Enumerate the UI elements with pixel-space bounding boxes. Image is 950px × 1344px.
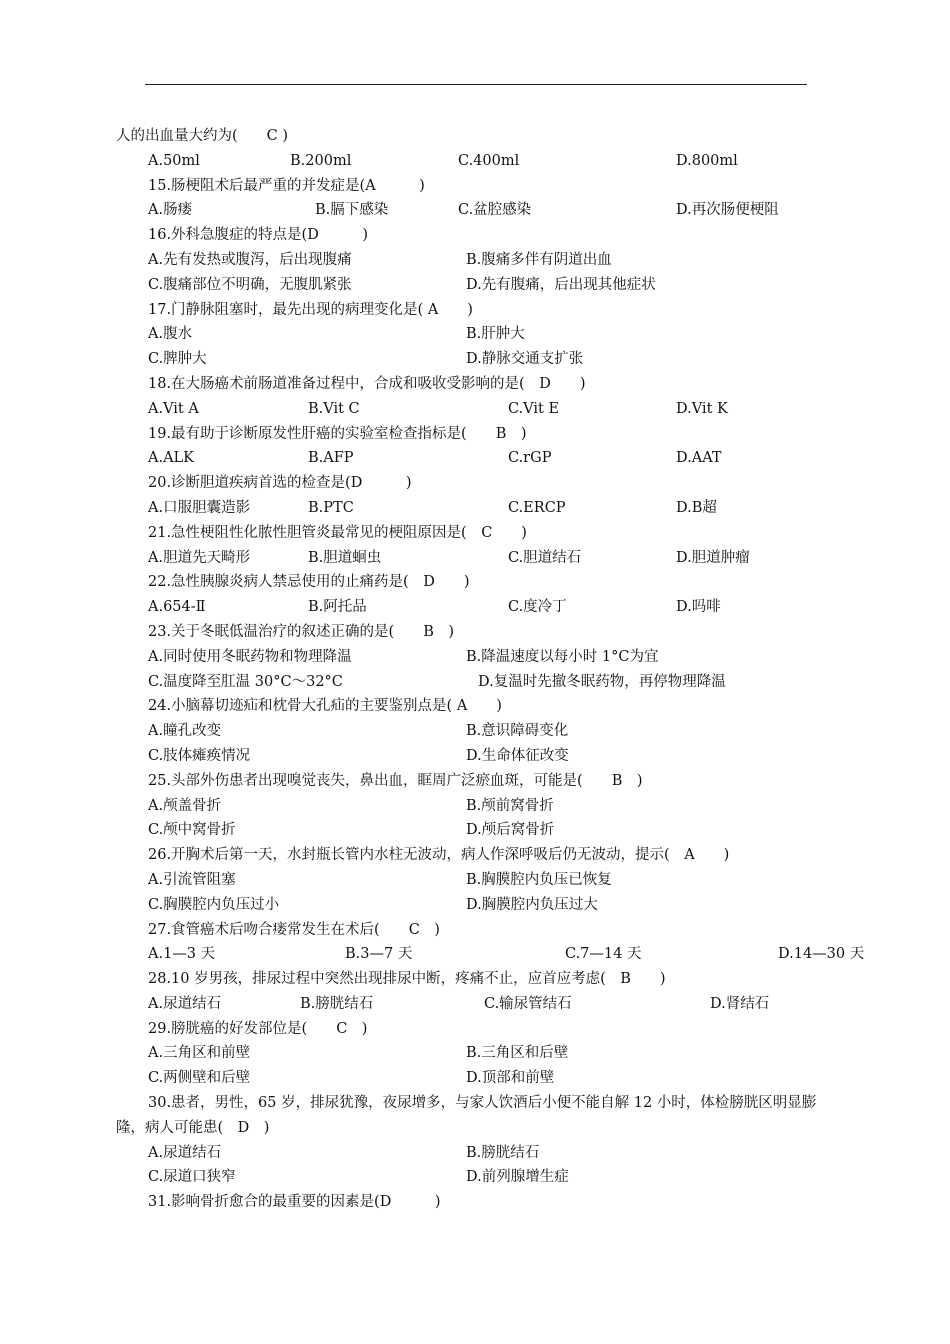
question-text: 24.小脑幕切迹疝和枕骨大孔疝的主要鉴别点是( A )	[148, 698, 502, 715]
option-text: D.顶部和前壁	[466, 1070, 555, 1087]
text-line	[0, 595, 950, 620]
question-text: 22.急性胰腺炎病人禁忌使用的止痛药是( D )	[148, 574, 470, 591]
text-line	[0, 1190, 950, 1215]
option-text: C.胆道结石	[508, 549, 582, 566]
text-line	[0, 298, 950, 323]
option-text: C.温度降至肛温 30°C～32°C	[148, 673, 343, 690]
text-line	[0, 422, 950, 447]
text-line	[0, 893, 950, 918]
option-text: A.尿道结石	[148, 995, 222, 1012]
option-text: C.腹痛部位不明确，无腹肌紧张	[148, 276, 352, 293]
text-line	[0, 1141, 950, 1166]
text-line	[0, 1066, 950, 1091]
question-text: 人的出血量大约为( C )	[116, 128, 289, 144]
option-text: D.胆道肿瘤	[676, 549, 750, 566]
option-text: C.Vit E	[508, 400, 560, 417]
option-text: C.ERCP	[508, 499, 566, 516]
text-line	[0, 868, 950, 893]
question-text: 25.头部外伤患者出现嗅觉丧失，鼻出血，眶周广泛瘀血斑，可能是( B )	[148, 772, 643, 789]
question-text: 23.关于冬眠低温治疗的叙述正确的是( B )	[148, 623, 455, 640]
option-text: A.ALK	[148, 450, 195, 467]
text-line	[0, 645, 950, 670]
document-body	[0, 124, 950, 1215]
option-text: B.膀胱结石	[466, 1144, 540, 1161]
option-text: C.7—14 天	[565, 946, 642, 963]
question-text: 27.食管癌术后吻合瘘常发生在术后( C )	[148, 921, 440, 938]
text-line	[0, 471, 950, 496]
text-line	[0, 496, 950, 521]
option-text: A.口服胆囊造影	[148, 499, 251, 516]
option-text: B.胸膜腔内负压已恢复	[466, 871, 612, 888]
question-text: 21.急性梗阻性化脓性胆管炎最常见的梗阻原因是( C )	[148, 524, 527, 541]
text-line	[0, 719, 950, 744]
option-text: D.静脉交通支扩张	[466, 351, 584, 368]
option-text: A.同时使用冬眠药物和物理降温	[148, 648, 352, 665]
option-text: D.颅后窝骨折	[466, 822, 555, 839]
option-text: B.AFP	[308, 450, 354, 467]
text-line	[0, 620, 950, 645]
option-text: C.脾肿大	[148, 351, 207, 368]
option-text: B.颅前窝骨折	[466, 797, 554, 814]
option-text: B.阿托品	[308, 599, 367, 616]
text-line	[0, 918, 950, 943]
question-text: 16.外科急腹症的特点是(D )	[148, 227, 368, 244]
option-text: B.PTC	[308, 499, 354, 516]
option-text: A.50ml	[148, 152, 200, 169]
option-text: D.再次肠便梗阻	[676, 202, 779, 219]
text-line	[0, 248, 950, 273]
option-text: A.瞳孔改变	[148, 723, 222, 740]
option-text: A.腹水	[148, 326, 193, 343]
text-line	[0, 942, 950, 967]
text-line	[0, 372, 950, 397]
option-text: B.胆道蛔虫	[308, 549, 382, 566]
question-text: 26.开胸术后第一天，水封瓶长管内水柱无波动，病人作深呼吸后仍无波动，提示( A )	[148, 847, 730, 864]
option-text: A.Vit A	[148, 400, 199, 417]
option-text: B.三角区和后壁	[466, 1045, 569, 1062]
option-text: D.吗啡	[676, 599, 721, 616]
text-line	[0, 570, 950, 595]
text-line	[0, 397, 950, 422]
option-text: D.生命体征改变	[466, 747, 569, 764]
text-line	[0, 546, 950, 571]
option-text: A.先有发热或腹泻，后出现腹痛	[148, 251, 352, 268]
text-line	[0, 694, 950, 719]
option-text: D.先有腹痛，后出现其他症状	[466, 276, 656, 293]
option-text: B.Vit C	[308, 400, 360, 417]
text-line	[0, 347, 950, 372]
option-text: A.胆道先天畸形	[148, 549, 251, 566]
option-text: D.800ml	[676, 152, 738, 169]
text-line	[0, 744, 950, 769]
option-text: D.B超	[676, 499, 717, 516]
text-line	[0, 967, 950, 992]
question-text: 29.膀胱癌的好发部位是( C )	[148, 1020, 368, 1037]
question-text: 隆，病人可能患( D )	[116, 1119, 270, 1136]
option-text: C.肢体瘫痪情况	[148, 747, 251, 764]
text-line	[0, 174, 950, 199]
option-text: D.AAT	[676, 450, 722, 467]
text-line	[0, 124, 950, 149]
option-text: C.颅中窝骨折	[148, 822, 236, 839]
option-text: B.200ml	[290, 152, 352, 169]
option-text: C.400ml	[458, 152, 520, 169]
text-line	[0, 818, 950, 843]
option-text: C.两侧壁和后壁	[148, 1070, 251, 1087]
option-text: C.尿道口狭窄	[148, 1169, 236, 1186]
header-rule	[145, 84, 807, 85]
text-line	[0, 223, 950, 248]
option-text: C.输尿管结石	[484, 995, 572, 1012]
option-text: A.654-Ⅱ	[148, 599, 206, 616]
text-line	[0, 149, 950, 174]
option-text: C.rGP	[508, 450, 552, 467]
option-text: B.降温速度以每小时 1°C为宜	[466, 648, 659, 665]
text-line	[0, 1017, 950, 1042]
text-line	[0, 1041, 950, 1066]
option-text: B.3—7 天	[345, 946, 413, 963]
option-text: A.引流管阻塞	[148, 871, 236, 888]
option-text: B.膀胱结石	[300, 995, 374, 1012]
question-text: 19.最有助于诊断原发性肝癌的实验室检查指标是( B )	[148, 425, 527, 442]
text-line	[0, 322, 950, 347]
option-text: C.度冷丁	[508, 599, 567, 616]
option-text: A.尿道结石	[148, 1144, 222, 1161]
text-line	[0, 670, 950, 695]
option-text: D.复温时先撤冬眠药物，再停物理降温	[478, 673, 726, 690]
text-line	[0, 992, 950, 1017]
question-text: 20.诊断胆道疾病首选的检查是(D )	[148, 475, 412, 492]
question-text: 28.10 岁男孩，排尿过程中突然出现排尿中断，疼痛不止，应首应考虑( B )	[148, 971, 666, 988]
text-line	[0, 769, 950, 794]
option-text: C.盆腔感染	[458, 202, 532, 219]
text-line	[0, 1116, 950, 1141]
option-text: B.肝肿大	[466, 326, 525, 343]
question-text: 18.在大肠癌术前肠道准备过程中，合成和吸收受影响的是( D )	[148, 375, 586, 392]
option-text: D.胸膜腔内负压过大	[466, 896, 598, 913]
option-text: D.14—30 天	[778, 946, 865, 963]
option-text: B.腹痛多伴有阴道出血	[466, 251, 612, 268]
text-line	[0, 521, 950, 546]
question-text: 30.患者，男性，65 岁，排尿犹豫，夜尿增多，与家人饮酒后小便不能自解 12 小时，体检膀胱区明显膨	[148, 1095, 817, 1112]
option-text: B.意识障碍变化	[466, 723, 569, 740]
option-text: D.肾结石	[710, 995, 770, 1012]
text-line	[0, 843, 950, 868]
option-text: C.胸膜腔内负压过小	[148, 896, 280, 913]
option-text: B.膈下感染	[315, 202, 389, 219]
option-text: A.颅盖骨折	[148, 797, 222, 814]
option-text: D.Vit K	[676, 400, 728, 417]
question-text: 15.肠梗阻术后最严重的并发症是(A )	[148, 177, 425, 194]
option-text: A.肠瘘	[148, 202, 193, 219]
text-line	[0, 273, 950, 298]
option-text: D.前列腺增生症	[466, 1169, 569, 1186]
question-text: 31.影响骨折愈合的最重要的因素是(D )	[148, 1194, 441, 1211]
text-line	[0, 1165, 950, 1190]
text-line	[0, 446, 950, 471]
text-line	[0, 1091, 950, 1116]
question-text: 17.门静脉阻塞时，最先出现的病理变化是( A )	[148, 301, 473, 318]
option-text: A.1—3 天	[148, 946, 216, 963]
text-line	[0, 794, 950, 819]
option-text: A.三角区和前壁	[148, 1045, 251, 1062]
text-line	[0, 198, 950, 223]
